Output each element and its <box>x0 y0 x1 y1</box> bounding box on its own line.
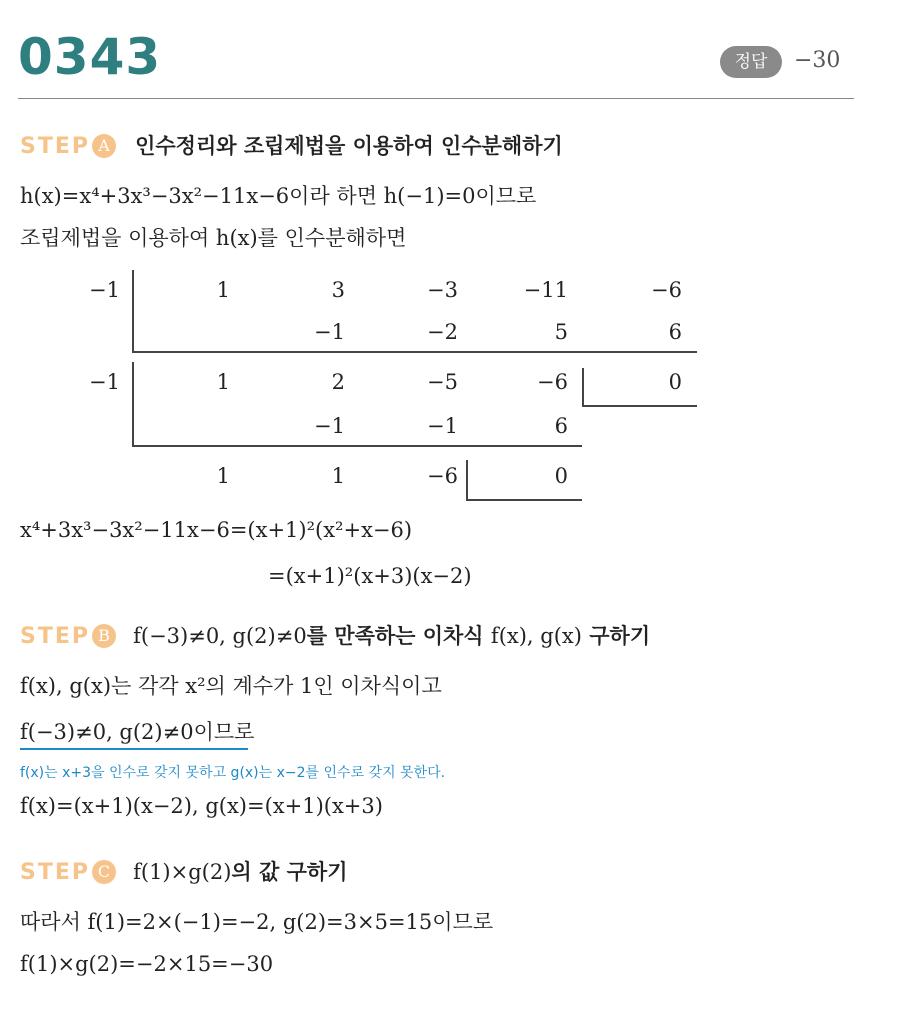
step-a-heading <box>20 130 563 160</box>
step-b-title-text1: 를 만족하는 이차식 <box>306 624 491 648</box>
header-divider <box>18 98 854 99</box>
answer-badge: 정답 <box>720 46 782 78</box>
step-c-line2: f(1)×g(2)=−2×15=−30 <box>20 952 274 976</box>
remainder-box-horizontal-1 <box>582 405 697 407</box>
step-b-line2: f(−3)≠0, g(2)≠0이므로 <box>20 720 255 744</box>
step-b-note: f(x)는 x+3을 인수로 갖지 못하고 g(x)는 x−2를 인수로 갖지 못한다. <box>20 765 446 781</box>
step-b-line1: f(x), g(x)는 각각 x²의 계수가 1인 이차식이고 <box>20 674 442 698</box>
row2-cell: 6 <box>668 320 682 344</box>
step-a-title: 인수정리와 조립제법을 이용하여 인수분해하기 <box>135 134 563 158</box>
step-c-title-text: 의 값 구하기 <box>231 860 348 884</box>
row4-cell: 6 <box>554 414 568 438</box>
remainder-box-horizontal-2 <box>466 499 582 501</box>
row1-cell: 3 <box>331 278 345 302</box>
row2-cell: −2 <box>427 320 458 344</box>
row2-cell: 5 <box>554 320 568 344</box>
step-c-heading <box>20 856 347 886</box>
row3-cell: 1 <box>216 370 230 394</box>
divisor-2: −1 <box>89 370 120 394</box>
step-b-title-text2: 구하기 <box>581 624 651 648</box>
row3-cell: 2 <box>331 370 345 394</box>
factor-line1: x⁴+3x³−3x²−11x−6=(x+1)²(x²+x−6) <box>20 518 413 542</box>
step-a-line1: h(x)=x⁴+3x³−3x²−11x−6이라 하면 h(−1)=0이므로 <box>20 184 537 208</box>
step-b-label: STEP <box>20 624 91 649</box>
remainder-box-vertical-1 <box>582 368 584 406</box>
step-b-title-math2: f(x), g(x) <box>490 624 582 648</box>
problem-number: 0343 <box>18 28 162 86</box>
row3-cell: −5 <box>427 370 458 394</box>
step-b-letter: B <box>92 624 116 648</box>
row5-cell: 1 <box>331 464 345 488</box>
row2-cell: −1 <box>314 320 345 344</box>
row4-cell: −1 <box>314 414 345 438</box>
step-a-label: STEP <box>20 134 91 159</box>
step-c-line1: 따라서 f(1)=2×(−1)=−2, g(2)=3×5=15이므로 <box>20 910 494 934</box>
step-c-label: STEP <box>20 860 91 885</box>
step-b-title-math1: f(−3)≠0, g(2)≠0 <box>133 624 307 648</box>
row5-cell: −6 <box>427 464 458 488</box>
step-b-underline <box>20 748 248 750</box>
answer-value: −30 <box>794 48 841 73</box>
row3-cell: −6 <box>537 370 568 394</box>
step-a-line2: 조립제법을 이용하여 h(x)를 인수분해하면 <box>20 226 407 250</box>
step-c-letter: C <box>92 860 116 884</box>
divisor-1: −1 <box>89 278 120 302</box>
row4-cell: −1 <box>427 414 458 438</box>
divider-vertical-1 <box>132 270 134 352</box>
row1-cell: 1 <box>216 278 230 302</box>
row1-cell: −6 <box>651 278 682 302</box>
divider-horizontal-1 <box>132 351 697 353</box>
remainder-1: 0 <box>668 370 682 394</box>
step-a-letter: A <box>92 134 116 158</box>
row1-cell: −3 <box>427 278 458 302</box>
step-b-heading <box>20 620 650 650</box>
remainder-box-vertical-2 <box>466 460 468 500</box>
step-b-line3: f(x)=(x+1)(x−2), g(x)=(x+1)(x+3) <box>20 794 383 818</box>
row1-cell: −11 <box>523 278 568 302</box>
divider-vertical-2 <box>132 362 134 446</box>
remainder-2: 0 <box>554 464 568 488</box>
row5-cell: 1 <box>216 464 230 488</box>
factor-line2: =(x+1)²(x+3)(x−2) <box>268 564 472 588</box>
divider-horizontal-2 <box>132 445 582 447</box>
step-c-title-math: f(1)×g(2) <box>133 860 232 884</box>
